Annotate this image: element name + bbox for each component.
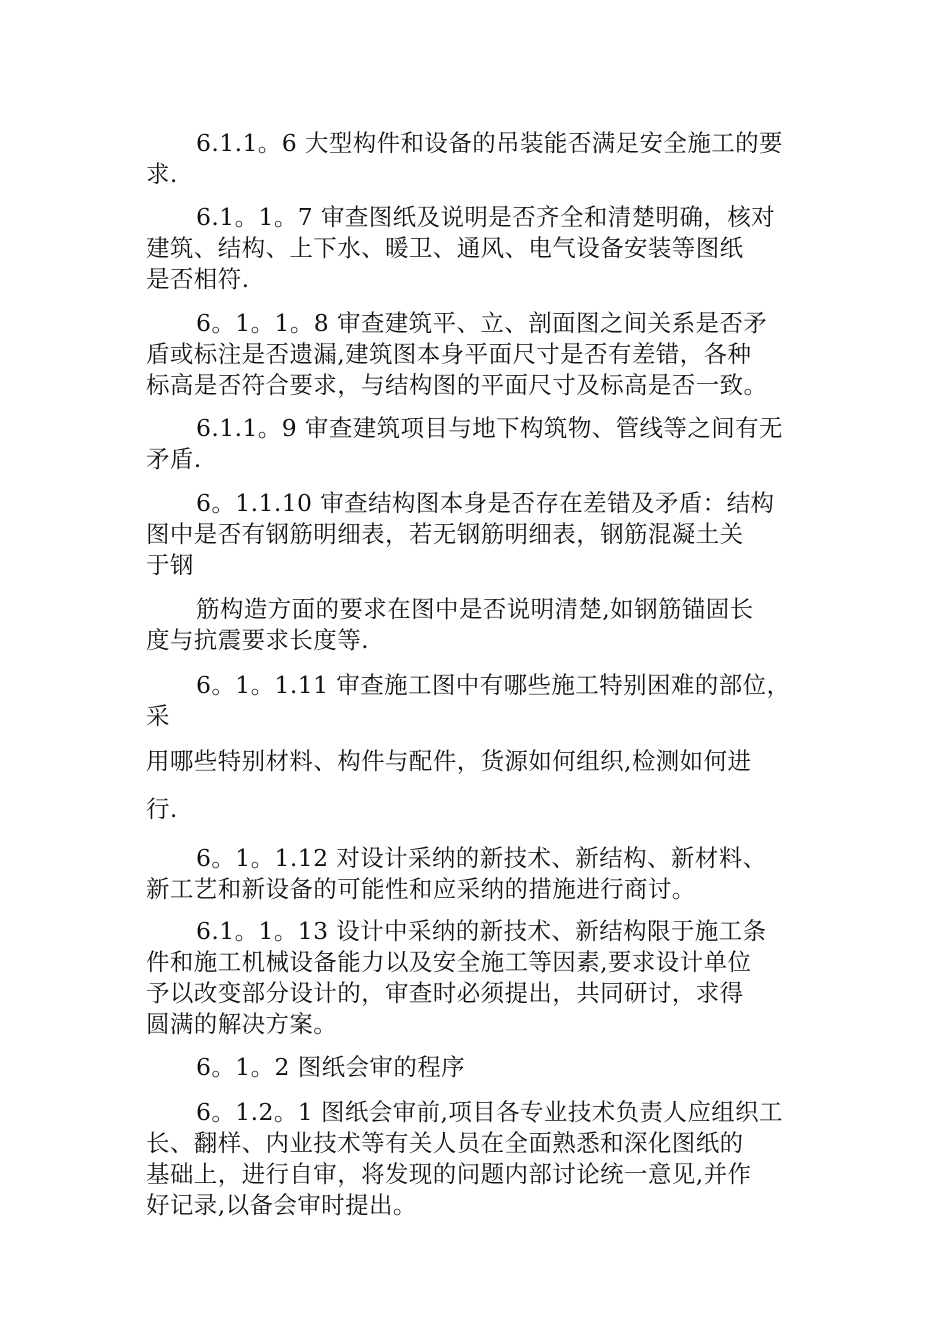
paragraph-6-1-1-9 bbox=[146, 413, 811, 475]
paragraph-6-1-1-10 bbox=[146, 488, 811, 581]
paragraph-6-1-1-11 bbox=[146, 670, 811, 732]
text-line: 6。1。1。8 审查建筑平、立、剖面图之间关系是否矛 bbox=[196, 309, 768, 337]
text-line: 6.1.1。6 大型构件和设备的吊装能否满足安全施工的要 bbox=[196, 129, 783, 157]
text-line: 采 bbox=[146, 702, 170, 730]
text-line: 新工艺和新设备的可能性和应采纳的措施进行商讨。 bbox=[146, 875, 696, 903]
text-line: 标高是否符合要求，与结构图的平面尺寸及标高是否一致。 bbox=[146, 371, 768, 399]
text-line: 6.1。1。13 设计中采纳的新技术、新结构限于施工条 bbox=[196, 917, 767, 945]
text-line: 图中是否有钢筋明细表，若无钢筋明细表，钢筋混凝土关 bbox=[146, 520, 744, 548]
text-line: 件和施工机械设备能力以及安全施工等因素,要求设计单位 bbox=[146, 948, 752, 976]
text-line: 6。1。1.12 对设计采纳的新技术、新结构、新材料、 bbox=[196, 844, 767, 872]
text-line: 基础上，进行自审，将发现的问题内部讨论统一意见,并作 bbox=[146, 1160, 752, 1188]
text-line: 行. bbox=[146, 795, 178, 823]
text-line: 用哪些特别材料、构件与配件，货源如何组织,检测如何进 bbox=[146, 747, 752, 775]
paragraph-6-1-1-8 bbox=[146, 308, 811, 401]
paragraph-6-1-1-11-continued bbox=[146, 746, 811, 777]
text-line: 6。1。1.11 审查施工图中有哪些施工特别困难的部位， bbox=[196, 671, 791, 699]
text-line: 矛盾. bbox=[146, 445, 202, 473]
text-line: 是否相符. bbox=[146, 265, 250, 293]
text-line: 予以改变部分设计的，审查时必须提出，共同研讨，求得 bbox=[146, 979, 744, 1007]
paragraph-6-1-1-11-end bbox=[146, 794, 811, 825]
text-line: 筋构造方面的要求在图中是否说明清楚,如钢筋锚固长 bbox=[196, 595, 754, 623]
text-line: 6。1。2 图纸会审的程序 bbox=[196, 1053, 466, 1081]
paragraph-6-1-1-7 bbox=[146, 202, 811, 295]
text-line: 度与抗震要求长度等. bbox=[146, 626, 369, 654]
text-line: 求. bbox=[146, 160, 178, 188]
text-line: 6。1.1.10 审查结构图本身是否存在差错及矛盾：结构 bbox=[196, 489, 775, 517]
heading-6-1-2 bbox=[146, 1052, 811, 1083]
text-line: 建筑、结构、上下水、暖卫、通风、电气设备安装等图纸 bbox=[146, 234, 744, 262]
text-line: 于钢 bbox=[146, 551, 194, 579]
text-line: 好记录,以备会审时提出。 bbox=[146, 1191, 417, 1219]
text-line: 盾或标注是否遗漏,建筑图本身平面尺寸是否有差错，各种 bbox=[146, 340, 752, 368]
text-line: 6。1.2。1 图纸会审前,项目各专业技术负责人应组织工 bbox=[196, 1098, 783, 1126]
paragraph-6-1-1-13 bbox=[146, 916, 811, 1040]
paragraph-6-1-1-10-continued bbox=[146, 594, 811, 656]
text-line: 圆满的解决方案。 bbox=[146, 1010, 338, 1038]
text-line: 6.1.1。9 审查建筑项目与地下构筑物、管线等之间有无 bbox=[196, 414, 783, 442]
paragraph-6-1-1-6 bbox=[146, 128, 811, 190]
paragraph-6-1-2-1 bbox=[146, 1097, 811, 1221]
text-line: 长、翻样、内业技术等有关人员在全面熟悉和深化图纸的 bbox=[146, 1129, 744, 1157]
paragraph-6-1-1-12 bbox=[146, 843, 811, 905]
text-line: 6.1。1。7 审查图纸及说明是否齐全和清楚明确，核对 bbox=[196, 203, 776, 231]
